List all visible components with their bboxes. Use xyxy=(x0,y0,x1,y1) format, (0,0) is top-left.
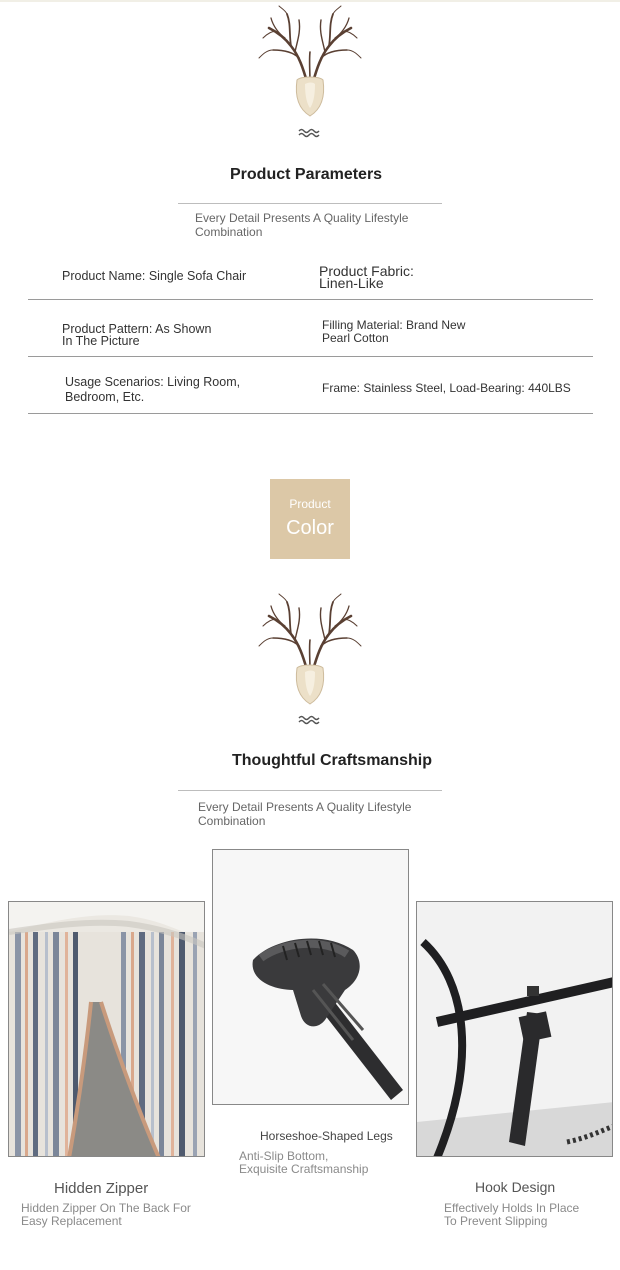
top-border xyxy=(0,0,620,2)
deer-antler-emblem-icon xyxy=(255,592,365,722)
row-divider xyxy=(28,299,593,300)
feature-title-horseshoe-legs: Horseshoe-Shaped Legs xyxy=(260,1129,393,1143)
feature-title-hook-design: Hook Design xyxy=(475,1179,556,1195)
feature-text-line: Exquisite Craftsmanship xyxy=(239,1162,369,1176)
param-product-name: Product Name: Single Sofa Chair xyxy=(62,269,247,283)
hidden-zipper-photo xyxy=(8,901,205,1157)
feature-text-line: Effectively Holds In Place xyxy=(444,1201,580,1215)
row-divider xyxy=(28,356,593,357)
subtitle-line: Every Detail Presents A Quality Lifestyle xyxy=(198,800,412,814)
param-line: Product Pattern: As Shown xyxy=(62,322,212,336)
feature-text-line: Easy Replacement xyxy=(21,1214,122,1228)
wave-mark-icon xyxy=(298,712,320,722)
param-line: Usage Scenarios: Living Room, xyxy=(65,375,241,389)
color-box-line2: Color xyxy=(286,517,334,539)
subtitle-line: Combination xyxy=(198,814,266,828)
product-color-box xyxy=(270,479,350,559)
row-divider xyxy=(28,413,593,414)
param-line: Product Fabric: xyxy=(319,263,414,279)
feature-title-hidden-zipper: Hidden Zipper xyxy=(54,1180,149,1197)
color-box-line1: Product xyxy=(289,497,331,511)
hook-design-photo xyxy=(416,901,613,1157)
horseshoe-legs-photo xyxy=(212,849,409,1105)
feature-text-hook-design xyxy=(444,1202,579,1228)
param-line: Pearl Cotton xyxy=(322,331,389,345)
feature-text-horseshoe-legs xyxy=(239,1150,368,1176)
param-filling-material xyxy=(322,319,465,345)
section-title: Product Parameters xyxy=(230,166,383,183)
param-line: In The Picture xyxy=(62,334,140,348)
title-divider xyxy=(178,203,442,204)
param-frame: Frame: Stainless Steel, Load-Bearing: 440LBS xyxy=(322,381,571,395)
title-divider xyxy=(178,790,442,791)
param-usage-scenarios xyxy=(65,375,240,405)
wave-mark-icon xyxy=(298,125,320,135)
feature-text-line: To Prevent Slipping xyxy=(444,1214,548,1228)
param-line: Filling Material: Brand New xyxy=(322,318,466,332)
param-line: Linen-Like xyxy=(319,275,384,291)
feature-text-line: Anti-Slip Bottom, xyxy=(239,1149,329,1163)
subtitle-line: Combination xyxy=(195,225,263,239)
feature-text-hidden-zipper xyxy=(21,1202,191,1228)
param-product-pattern xyxy=(62,323,211,347)
section-title: Thoughtful Craftsmanship xyxy=(232,752,432,769)
param-product-fabric xyxy=(319,265,414,289)
section-subtitle xyxy=(195,211,408,239)
param-line: Bedroom, Etc. xyxy=(65,390,145,404)
feature-text-line: Hidden Zipper On The Back For xyxy=(21,1201,191,1215)
deer-antler-emblem-icon xyxy=(255,4,365,134)
subtitle-line: Every Detail Presents A Quality Lifestyle xyxy=(195,211,409,225)
section-subtitle xyxy=(198,800,411,828)
